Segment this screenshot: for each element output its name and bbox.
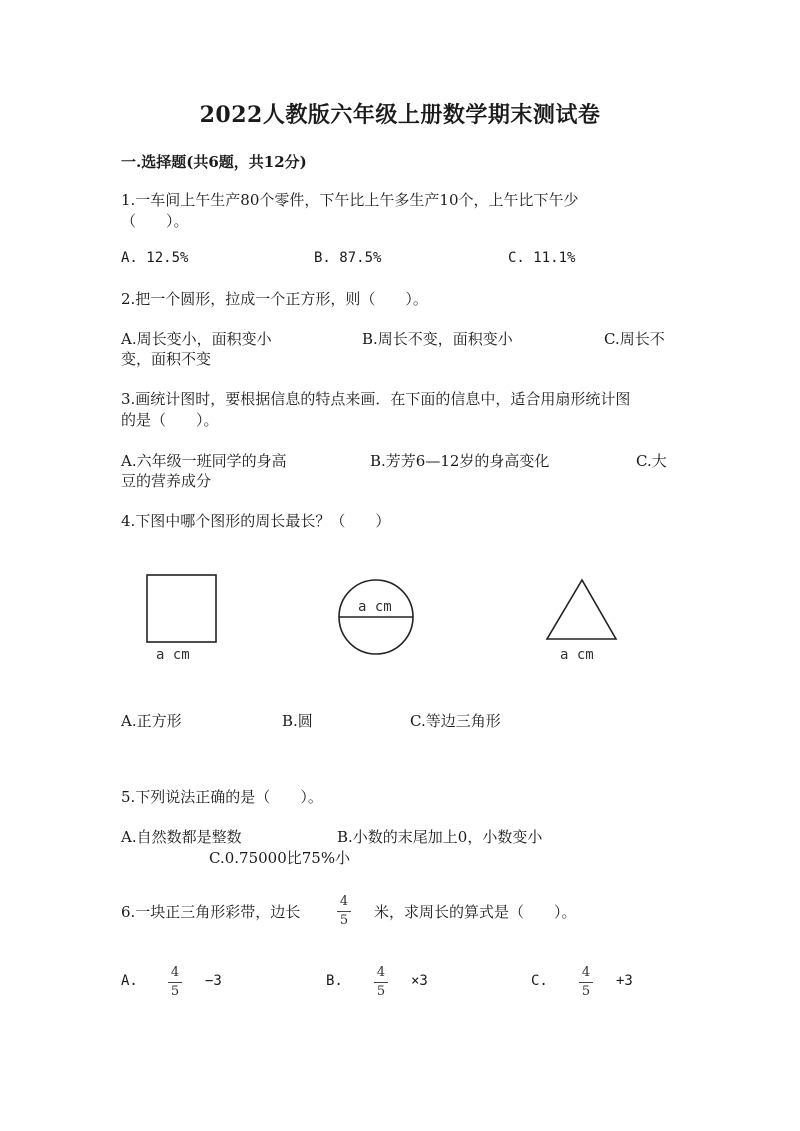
question-1-option-a[interactable]: A. 12.5%	[121, 250, 189, 266]
question-1-option-c[interactable]: C. 11.1%	[508, 250, 576, 266]
question-6-option-c-fraction	[574, 966, 598, 999]
fraction-denominator: 5	[339, 913, 349, 928]
question-5-text: 5.下列说法正确的是（ ）。	[121, 788, 323, 806]
question-2-option-c-wrap: 变，面积不变	[121, 350, 212, 368]
question-5-option-a[interactable]: A.自然数都是整数	[121, 828, 242, 846]
question-4-option-b[interactable]: B.圆	[282, 712, 313, 730]
question-6-option-a-operation: −3	[205, 973, 222, 989]
question-6-text-pre: 6.一块正三角形彩带，边长	[121, 903, 301, 921]
question-3-option-b[interactable]: B.芳芳6—12岁的身高变化	[370, 452, 550, 470]
question-1-option-b[interactable]: B. 87.5%	[314, 250, 382, 266]
fraction-bar	[579, 982, 593, 983]
question-5-option-c[interactable]: C.0.75000比75%小	[209, 849, 351, 867]
fraction-numerator: 4	[376, 965, 386, 980]
question-5-option-b[interactable]: B.小数的末尾加上0，小数变小	[337, 828, 543, 846]
question-4-text: 4.下图中哪个图形的周长最长？（ ）	[121, 512, 391, 530]
square-side-label: a cm	[156, 647, 190, 663]
section-heading: 一.选择题(共6题，共12分)	[121, 153, 307, 171]
triangle-side-label: a cm	[560, 647, 594, 663]
triangle-figure	[547, 580, 616, 663]
square-figure	[147, 575, 216, 663]
question-4-figures	[0, 560, 800, 670]
circle-diameter-label: a cm	[358, 599, 392, 615]
fraction-denominator: 5	[376, 984, 386, 999]
square-shape	[147, 575, 216, 642]
question-6-option-a-letter[interactable]: A.	[121, 973, 138, 989]
circle-figure	[339, 580, 413, 654]
question-2-option-a[interactable]: A.周长变小，面积变小	[121, 330, 272, 348]
question-6-option-a-fraction	[163, 966, 187, 999]
question-1-text-line2: （ ）。	[121, 212, 189, 230]
fraction-bar	[337, 911, 351, 912]
question-4-option-a[interactable]: A.正方形	[121, 712, 182, 730]
question-3-option-c[interactable]: C.大	[636, 452, 667, 470]
question-6-option-b-operation: ×3	[411, 973, 428, 989]
question-6-option-c-letter[interactable]: C.	[531, 973, 548, 989]
question-2-option-b[interactable]: B.周长不变，面积变小	[362, 330, 513, 348]
question-3-text-line2: 的是（ ）。	[121, 411, 219, 429]
fraction-denominator: 5	[581, 984, 591, 999]
question-6-text-post: 米，求周长的算式是（ ）。	[374, 903, 577, 921]
question-2-text: 2.把一个圆形，拉成一个正方形，则（ ）。	[121, 290, 428, 308]
fraction-bar	[168, 982, 182, 983]
fraction-numerator: 4	[581, 965, 591, 980]
question-6-fraction	[332, 895, 356, 928]
question-6-option-b-fraction	[369, 966, 393, 999]
question-2-option-c[interactable]: C.周长不	[604, 330, 665, 348]
question-4-option-c[interactable]: C.等边三角形	[410, 712, 501, 730]
fraction-numerator: 4	[170, 965, 180, 980]
fraction-bar	[374, 982, 388, 983]
question-3-option-c-wrap: 豆的营养成分	[121, 472, 212, 490]
page-title: 2022人教版六年级上册数学期末测试卷	[199, 102, 601, 128]
fraction-numerator: 4	[339, 894, 349, 909]
question-6-option-c-operation: +3	[616, 973, 633, 989]
question-6-option-b-letter[interactable]: B.	[326, 973, 343, 989]
question-3-option-a[interactable]: A.六年级一班同学的身高	[121, 452, 287, 470]
question-1-text-line1: 1.一车间上午生产80个零件，下午比上午多生产10个，上午比下午少	[121, 191, 579, 209]
triangle-shape	[547, 580, 616, 639]
fraction-denominator: 5	[170, 984, 180, 999]
question-3-text-line1: 3.画统计图时，要根据信息的特点来画．在下面的信息中，适合用扇形统计图	[121, 390, 631, 408]
